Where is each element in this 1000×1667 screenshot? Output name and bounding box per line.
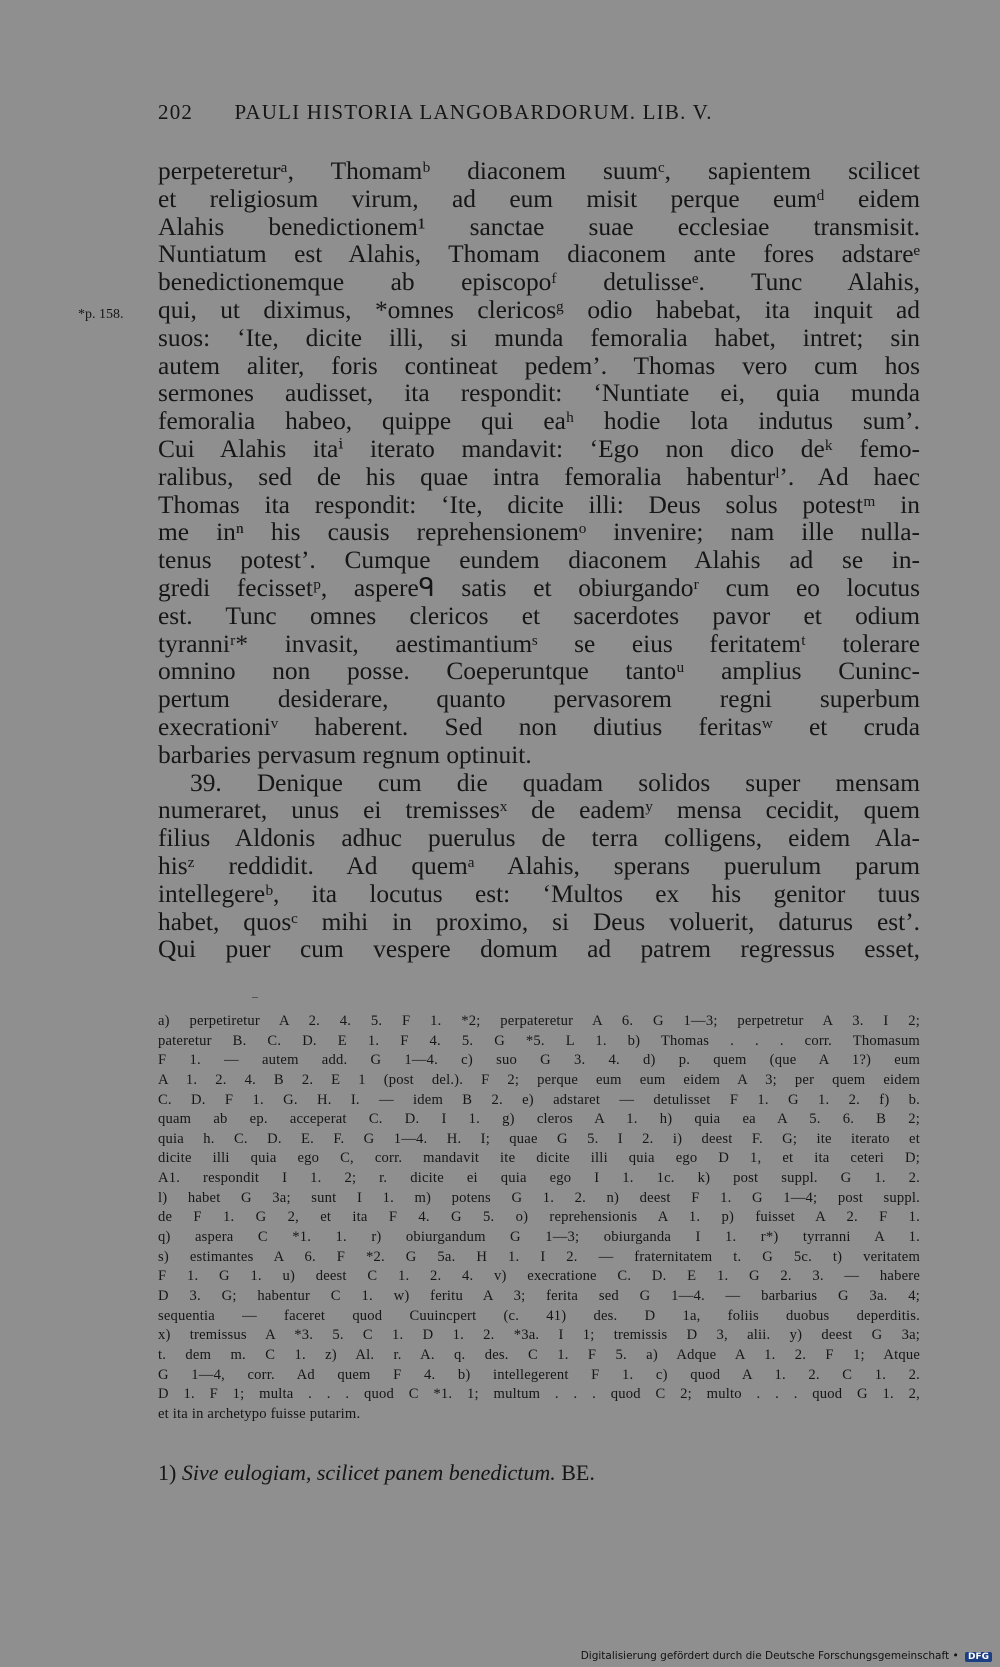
source-footnote-marker: 1)	[158, 1460, 177, 1485]
footnote-line: F 1. G 1. u) deest C 1. 2. 4. v) execratione C. D. E 1. G 2. 3. — habere	[158, 1268, 920, 1285]
footnote-line: q) aspera C *1. 1. r) obiurgandum G 1—3; obiurganda I 1. r*) tyrranni A 1.	[158, 1229, 920, 1246]
text-line: omnino non posse. Coeperuntque tantoᵘ amplius Cuninc-	[158, 657, 920, 686]
text-line: intellegereᵇ, ita locutus est: ‘Multos ex his genitor tuus	[158, 879, 920, 908]
critical-apparatus	[158, 1012, 920, 1424]
running-header	[158, 100, 920, 125]
text-line: me inⁿ his causis reprehensionemᵒ invenire; nam ille nulla-	[158, 518, 920, 547]
text-line: Thomas ita respondit: ‘Ite, dicite illi: Deus solus potestᵐ in	[158, 490, 920, 519]
footnote-line: quam ab ep. acceperat C. D. I 1. g) cleros A 1. h) quia ea A 5. 6. B 2;	[158, 1111, 920, 1128]
footnote-line: A 1. 2. 4. B 2. E 1 (post del.). F 2; perque eum eum eidem A 3; per quem eidem	[158, 1071, 920, 1088]
dfg-logo: DFG	[965, 1652, 992, 1662]
footnote-line: a) perpetiretur A 2. 4. 5. F 1. *2; perpateretur A 6. G 1—3; perpetretur A 3. I 2;	[158, 1013, 920, 1029]
footnote-line: x) tremissus A *3. 5. C 1. D 1. 2. *3a. I 1; tremissis D 3, alii. y) deest G 3a;	[158, 1327, 920, 1344]
text-line: habet, quosᶜ mihi in proximo, si Deus voluerit, daturus est’.	[158, 907, 920, 936]
footnote-line: s) estimantes A 6. F *2. G 5a. H 1. I 2. — fraternitatem t. G 5c. t) veritatem	[158, 1248, 920, 1265]
text-line: Alahis benedictionem¹ sanctae suae ecclesiae transmisit.	[158, 212, 920, 241]
source-footnote-text: Sive eulogiam, scilicet panem benedictum.	[181, 1460, 556, 1485]
text-line: femoralia habeo, quippe qui eaʰ hodie lota indutus sum’.	[158, 407, 920, 436]
source-footnote-siglum: BE.	[561, 1460, 595, 1485]
footnote-line: de F 1. G 2, et ita F 4. G 5. o) reprehensionis A 1. p) fuisset A 2. F 1.	[158, 1209, 920, 1226]
footnote-line: G 1—4, corr. Ad quem F 4. b) intellegerent F 1. c) quod A 1. 2. C 1. 2.	[158, 1366, 920, 1383]
footnote-line: A1. respondit I 1. 2; r. dicite ei quia ego I 1. 1c. k) post suppl. G 1. 2.	[158, 1170, 920, 1187]
text-line: suos: ‘Ite, dicite illi, si munda femoralia habet, intret; sin	[158, 323, 920, 352]
text-line: tyranniʳ* invasit, aestimantiumˢ se eius feritatemᵗ tolerare	[158, 629, 920, 658]
footnote-line: dicite illi quia ego C, corr. mandavit ite dicite illi quia ego D 1, et ita ceteri D;	[158, 1150, 920, 1167]
text-line: tenus potest’. Cumque eundem diaconem Alahis ad se in-	[158, 546, 920, 575]
text-line: est. Tunc omnes clericos et sacerdotes pavor et odium	[158, 601, 920, 630]
text-line: hisᶻ reddidit. Ad quemᵃ Alahis, sperans puerulum parum	[158, 851, 920, 880]
footnote-line: pateretur B. C. D. E 1. F 4. 5. G *5. L 1. b) Thomas . . . corr. Thomasum	[158, 1032, 920, 1049]
footnote-line: D 3. G; habentur C 1. w) feritu A 3; ferita sed G 1—4. — barbarius G 3a. 4;	[158, 1287, 920, 1304]
footnote-line: et ita in archetypo fuisse putarim.	[158, 1405, 361, 1422]
text-line: numeraret, unus ei tremissesˣ de eademʸ mensa cecidit, quem	[158, 796, 920, 825]
text-line: gredi fecissetᵖ, aspereᑫ satis et obiurgandoʳ cum eo locutus	[158, 573, 920, 602]
text-line: autem aliter, foris contineat pedem’. Thomas vero cum hos	[158, 351, 920, 380]
text-line: ralibus, sed de his quae intra femoralia habenturˡ’. Ad haec	[158, 462, 920, 491]
running-title: PAULI HISTORIA LANGOBARDORUM. LIB. V.	[234, 100, 713, 124]
text-line: perpetereturᵃ, Thomamᵇ diaconem suumᶜ, sapientem scilicet	[158, 157, 920, 185]
margin-page-reference: *p. 158.	[78, 307, 124, 322]
footnote-line: l) habet G 3a; sunt I 1. m) potens G 1. 2. n) deest F 1. G 1—4; post suppl.	[158, 1189, 920, 1206]
footnote-line: t. dem m. C 1. z) Al. r. A. q. des. C 1. F 5. a) Adque A 1. 2. F 1; Atque	[158, 1346, 920, 1363]
text-line: barbaries pervasum regnum optinuit.	[158, 740, 532, 769]
credit-text: Digitalisierung gefördert durch die Deutsche Forschungsgemeinschaft •	[580, 1650, 959, 1662]
footnote-separator	[252, 997, 258, 998]
text-line: sermones audisset, ita respondit: ‘Nuntiate ei, quia munda	[158, 379, 920, 408]
text-line: Qui puer cum vespere domum ad patrem regressus esset,	[158, 935, 920, 964]
footnote-line: F 1. — autem add. G 1—4. c) suo G 3. 4. d) p. quem (que A 1?) eum	[158, 1052, 920, 1069]
footnote-line: C. D. F 1. G. H. I. — idem B 2. e) adstaret — detulisset F 1. G 1. 2. f) b.	[158, 1091, 920, 1108]
text-line: Nuntiatum est Alahis, Thomam diaconem ante fores adstareᵉ	[158, 240, 920, 269]
text-line: pertum desiderare, quanto pervasorem regni superbum	[158, 685, 920, 714]
footnote-line: quia h. C. D. E. F. G 1—4. H. I; quae G 5. I 2. i) deest F. G; ite iterato et	[158, 1130, 920, 1147]
chapter-start-line: 39. Denique cum die quadam solidos super mensam	[190, 768, 920, 797]
text-line: benedictionemque ab episcopoᶠ detulisseᵉ. Tunc Alahis,	[158, 268, 920, 297]
text-line: qui, ut diximus, *omnes clericosᵍ odio habebat, ita inquit ad	[158, 295, 920, 324]
text-line: et religiosum virum, ad eum misit perque eumᵈ eidem	[158, 184, 920, 213]
text-line: Cui Alahis itaⁱ iterato mandavit: ‘Ego non dico deᵏ femo-	[158, 434, 920, 463]
footnote-line: D 1. F 1; multa . . . quod C *1. 1; multum . . . quod C 2; multo . . . quod G 1. 2,	[158, 1386, 920, 1403]
text-line: filius Aldonis adhuc puerulus de terra colligens, eidem Ala-	[158, 824, 920, 853]
digitization-credit	[581, 1650, 992, 1662]
footnote-line: sequentia — faceret quod Cuuincpert (c. 41) des. D 1a, foliis duobus deperditis.	[158, 1307, 920, 1324]
page-number: 202	[158, 100, 194, 124]
main-text	[158, 158, 920, 964]
text-line: execrationiᵛ haberent. Sed non diutius feritasʷ et cruda	[158, 712, 920, 741]
source-footnote	[158, 1460, 595, 1486]
